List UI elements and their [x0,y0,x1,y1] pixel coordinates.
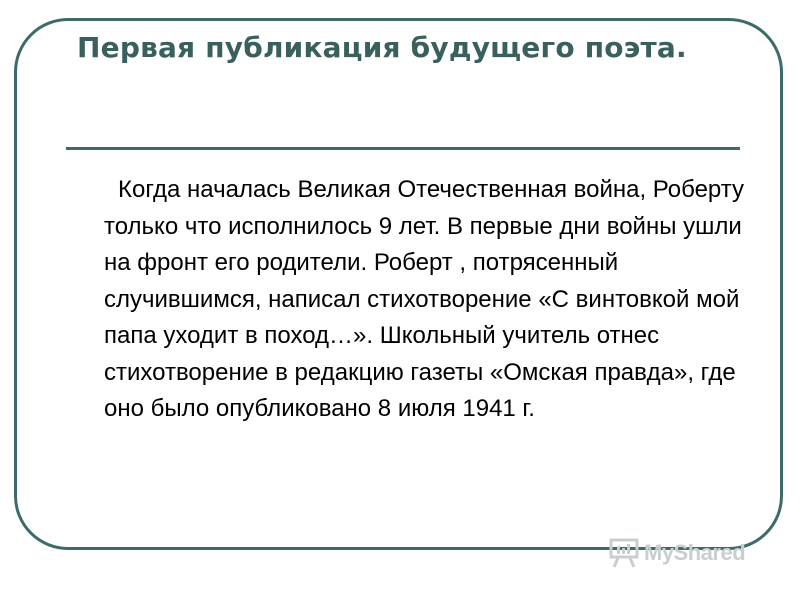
presentation-board-icon [608,538,640,568]
watermark-text: MyShared [644,540,746,565]
watermark-logo [608,537,745,569]
slide-body-text: Когда началась Великая Отечественная война, Роберту только что исполнилось 9 лет. В первые дни войны ушли на фронт его родители. Роберт , потрясенный случившимся, написал стихотворение «С винтовкой мой папа уходит в поход…». Школьный учитель отнес стихотворение в редакцию газеты «Омская правда», где оно было опубликовано 8 июля 1941 г. [104,176,744,422]
title-divider [66,147,740,150]
slide-title: Первая публикация будущего поэта. [77,31,687,64]
slide-body [104,172,744,428]
